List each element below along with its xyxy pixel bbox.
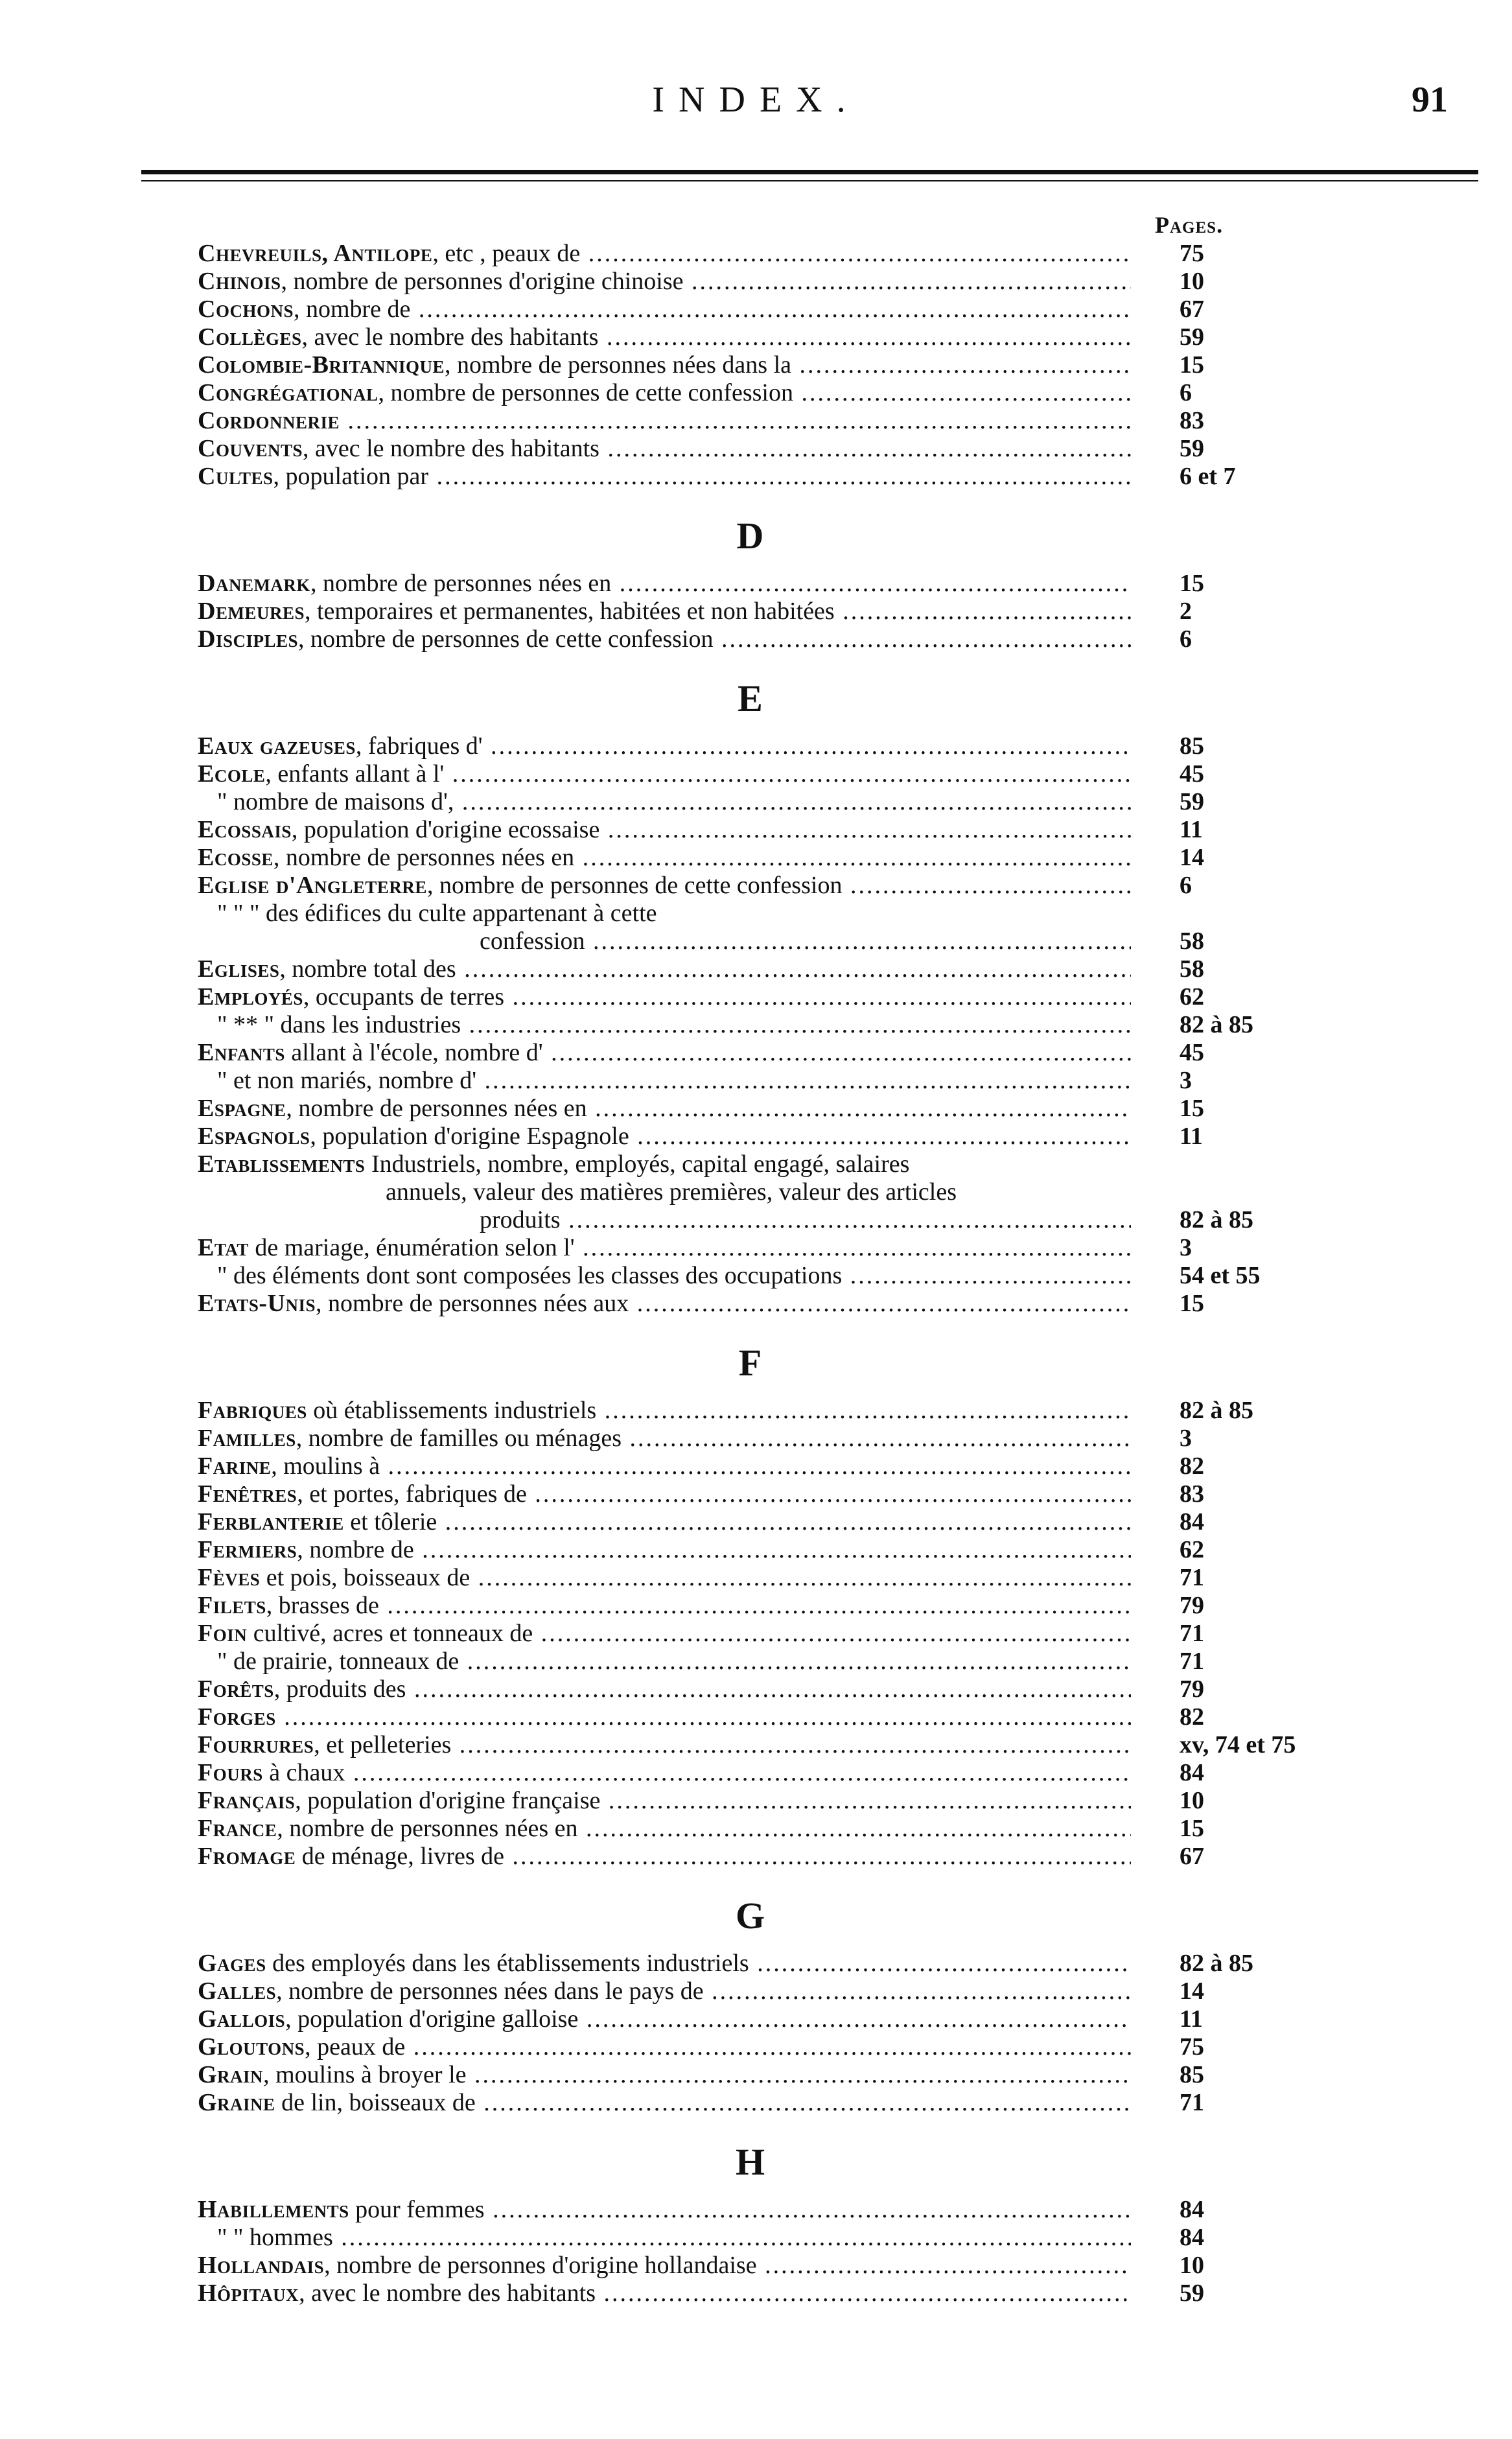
index-entry [198,323,1303,351]
index-entry [198,1480,1303,1508]
entry-text [198,1648,1131,1675]
entry-text [198,1564,1131,1592]
entry-description: , nombre de [297,1536,414,1563]
entry-text [198,1480,1131,1508]
entry-keyword: Danemark [198,570,310,597]
entry-page-ref: 71 [1180,1564,1204,1591]
index-entry [198,1787,1303,1815]
entry-text [198,1453,1131,1480]
entry-page-ref: 82 à 85 [1180,1206,1253,1233]
entry-description: , nombre de personnes nées en [310,570,612,597]
entry-description: de lin, boisseaux de [275,2089,476,2116]
entry-page-ref: 54 et 55 [1180,1262,1261,1289]
entry-text [198,1592,1131,1620]
index-entry [198,2252,1303,2280]
entry-text [198,2224,1131,2252]
entry-description: de mariage, énumération selon l' [248,1234,575,1261]
entry-page-ref: 84 [1180,1759,1204,1786]
entry-text [198,407,1131,435]
entry-keyword: Fabriques [198,1397,307,1424]
entry-page-ref: 15 [1180,1095,1204,1122]
index-entry [198,1039,1303,1067]
entry-description: , population d'origine ecossaise [291,816,600,843]
entry-page-ref: 75 [1180,240,1204,267]
entry-description: , moulins à [271,1453,380,1480]
index-entry [198,2280,1303,2307]
index-body [198,240,1303,2307]
entry-description: de ménage, livres de [296,1843,505,1870]
index-entry [198,240,1303,268]
entry-text [198,1290,1131,1318]
entry-page-ref: 71 [1180,2089,1204,2116]
entry-keyword: Eglises [198,955,280,983]
entry-page-ref: 84 [1180,2196,1204,2223]
entry-page-ref: 3 [1180,1067,1192,1094]
entry-keyword: Chinois [198,268,281,295]
entry-page-ref: 71 [1180,1648,1204,1675]
entry-text [198,1095,1131,1123]
entry-page-ref: 83 [1180,407,1204,434]
entry-page-ref: 58 [1180,928,1204,955]
entry-text [198,1950,1131,1978]
entry-keyword: Fermiers [198,1536,297,1563]
index-entry [198,1564,1303,1592]
entry-keyword: Espagnols [198,1123,310,1150]
header-rule-thin [141,180,1478,181]
index-entry [198,1290,1303,1318]
entry-keyword: Fours [198,1759,263,1786]
index-entry [198,1262,1303,1290]
entry-description: cultivé, acres et tonneaux de [247,1620,533,1647]
entry-page-ref: 10 [1180,1787,1204,1814]
entry-page-ref: 45 [1180,1039,1204,1066]
entry-description: et tôlerie [343,1508,437,1535]
index-entry [198,2196,1303,2224]
index-entry [198,900,1303,928]
entry-text [198,2252,1131,2280]
entry-description: , etc , peaux de [432,240,581,267]
entry-description: , brasses de [266,1592,379,1619]
index-entry [198,351,1303,379]
entry-description: , nombre de [293,296,411,323]
entry-page-ref: 15 [1180,351,1204,379]
entry-description: , nombre de personnes nées en [273,844,575,871]
entry-text [198,1234,1131,1262]
entry-text [198,2033,1131,2061]
entry-text [198,1703,1131,1731]
entry-text [198,1536,1131,1564]
index-entry [198,1123,1303,1150]
entry-text [198,570,1131,598]
index-entry [198,760,1303,788]
index-entry [198,598,1303,625]
entry-text [198,955,1131,983]
index-entry [198,1425,1303,1453]
entry-text [198,268,1131,296]
index-entry [198,1508,1303,1536]
index-entry [198,1675,1303,1703]
entry-page-ref: 45 [1180,760,1204,788]
entry-page-ref: 15 [1180,1290,1204,1317]
entry-page-ref: 15 [1180,1815,1204,1842]
index-entry [198,570,1303,598]
entry-text [198,1787,1131,1815]
entry-description: , nombre de personnes nées en [277,1815,578,1842]
index-entry [198,463,1303,491]
index-entry [198,872,1303,900]
index-entry [198,2061,1303,2089]
index-entry [198,1950,1303,1978]
entry-keyword: Congrégational [198,379,378,406]
entry-description: , enfants allant à l' [265,760,445,788]
entry-description: Industriels, nombre, employés, capital engagé, salaires [365,1150,910,1178]
entry-description: , population d'origine française [295,1787,601,1814]
entry-keyword: Fourrures [198,1731,314,1758]
entry-page-ref: 67 [1180,296,1204,323]
entry-description: " des éléments dont sont composées les classes des occupations [217,1262,843,1289]
index-entry [198,1206,1303,1234]
page-header [0,79,1512,124]
entry-page-ref: 82 [1180,1453,1204,1480]
entry-keyword: Filets [198,1592,266,1619]
entry-keyword: Forêts [198,1675,274,1703]
entry-text [198,1425,1131,1453]
section-letter: E [738,677,763,719]
entry-keyword: Etat [198,1234,249,1261]
entry-keyword: Graine [198,2089,275,2116]
index-entry [198,2005,1303,2033]
entry-description: , nombre de personnes nées en [286,1095,587,1122]
entry-page-ref: 71 [1180,1620,1204,1647]
entry-description: annuels, valeur des matières premières, valeur des articles [386,1178,957,1206]
entry-keyword: Fenêtres [198,1480,297,1508]
index-entry [198,1234,1303,1262]
entry-keyword: Hollandais [198,2252,325,2279]
entry-text [198,1508,1131,1536]
entry-page-ref: 15 [1180,570,1204,597]
entry-description: allant à l'école, nombre d' [285,1039,543,1066]
entry-page-ref: 82 à 85 [1180,1397,1253,1424]
entry-page-ref: 79 [1180,1592,1204,1619]
pages-column-label: Pages. [1155,212,1224,238]
entry-description: , produits des [273,1675,406,1703]
entry-description: , nombre de personnes de cette confession [298,625,714,653]
entry-text [198,2005,1131,2033]
entry-keyword: Etablissements [198,1150,366,1178]
entry-text [198,2061,1131,2089]
entry-keyword: Grain [198,2061,264,2088]
entry-description: , population par [273,463,429,490]
section-letter: F [738,1342,762,1384]
entry-keyword: Gages [198,1950,266,1977]
entry-page-ref: 82 à 85 [1180,1950,1253,1977]
entry-text [198,1815,1131,1843]
index-entry [198,2224,1303,2252]
entry-description: " " " des édifices du culte appartenant à cette [217,900,657,927]
entry-page-ref: 62 [1180,983,1204,1010]
entry-description: , et pelleteries [314,1731,452,1758]
entry-description: " et non mariés, nombre d' [217,1067,477,1094]
entry-page-ref: xv, 74 et 75 [1180,1731,1296,1758]
entry-description: , occupants de terres [303,983,505,1010]
section-letter: D [736,515,764,557]
entry-description: " nombre de maisons d', [217,788,454,815]
entry-description: , fabriques d' [355,732,483,760]
entry-description: " " hommes [217,2224,333,2251]
entry-description: , nombre de personnes de cette confession [378,379,793,406]
entry-description: , nombre de personnes de cette confession [426,872,843,899]
entry-page-ref: 11 [1180,1123,1203,1150]
entry-page-ref: 3 [1180,1425,1192,1452]
entry-description: " ** " dans les industries [217,1011,461,1038]
entry-description: , avec le nombre des habitants [299,2280,596,2307]
entry-keyword: Ecossais [198,816,292,843]
entry-text [198,379,1131,407]
entry-text [198,2280,1131,2307]
entry-page-ref: 67 [1180,1843,1204,1870]
entry-keyword: Eaux gazeuses [198,732,356,760]
entry-keyword: Disciples [198,625,298,653]
entry-text [198,983,1131,1011]
entry-page-ref: 2 [1180,598,1192,625]
entry-keyword: Espagne [198,1095,286,1122]
entry-keyword: Fèves [198,1564,261,1591]
entry-page-ref: 11 [1180,816,1203,843]
entry-text [198,1067,1131,1095]
entry-page-ref: 59 [1180,435,1204,462]
entry-description: , population d'origine galloise [285,2005,579,2033]
entry-page-ref: 59 [1180,788,1204,815]
index-entry [198,296,1303,323]
entry-description: , nombre de personnes d'origine chinoise [281,268,684,295]
entry-page-ref: 14 [1180,1978,1204,2005]
index-entry [198,2089,1303,2117]
entry-keyword: France [198,1815,277,1842]
entry-page-ref: 6 [1180,379,1192,406]
index-entry [198,1453,1303,1480]
index-entry [198,407,1303,435]
entry-keyword: Collèges [198,323,302,351]
entry-text [198,351,1131,379]
section-letter: H [735,2141,765,2183]
entry-description: , nombre de personnes d'origine hollandaise [324,2252,757,2279]
entry-page-ref: 10 [1180,268,1204,295]
entry-text [198,1150,909,1178]
entry-keyword: Colombie-Britannique [198,351,445,379]
entry-text [198,872,1131,900]
index-entry [198,1011,1303,1039]
index-entry [198,1815,1303,1843]
index-entry [198,1592,1303,1620]
index-entry [198,2033,1303,2061]
entry-keyword: Gallois [198,2005,286,2033]
index-entry [198,379,1303,407]
entry-description: , population d'origine Espagnole [310,1123,629,1150]
entry-keyword: Fromage [198,1843,296,1870]
entry-keyword: Français [198,1787,296,1814]
entry-text [198,2196,1131,2224]
entry-keyword: Employés [198,983,303,1010]
entry-text [198,788,1131,816]
entry-description: confession [480,928,585,955]
entry-text [198,2089,1131,2117]
entry-text [198,1759,1131,1787]
entry-page-ref: 3 [1180,1234,1192,1261]
entry-page-ref: 14 [1180,844,1204,871]
entry-page-ref: 84 [1180,1508,1204,1535]
entry-text [198,816,1131,844]
index-entry [198,983,1303,1011]
entry-text [198,732,1131,760]
index-entry [198,1536,1303,1564]
entry-keyword: Eglise d'Angleterre [198,872,427,899]
entry-description: des employés dans les établissements industriels [266,1950,749,1977]
page-title: INDEX. [652,80,860,120]
entry-text [198,598,1131,625]
index-entry [198,1759,1303,1787]
entry-keyword: Cochons [198,296,294,323]
entry-text [198,1978,1131,2005]
entry-description: produits [480,1206,561,1233]
entry-page-ref: 84 [1180,2224,1204,2251]
entry-text [198,1011,1131,1039]
index-entry [198,1843,1303,1871]
index-entry [198,844,1303,872]
entry-description: à chaux [262,1759,345,1786]
entry-text [198,1039,1131,1067]
index-entry [198,1620,1303,1648]
index-entry [198,1648,1303,1675]
entry-keyword: Enfants [198,1039,285,1066]
entry-description: , nombre total des [279,955,456,983]
index-entry [198,955,1303,983]
entry-keyword: Etats-Unis [198,1290,316,1317]
entry-text [198,435,1131,463]
index-entry [198,788,1303,816]
page-number: 91 [1412,80,1448,120]
entry-text [198,240,1131,268]
entry-description: , temporaires et permanentes, habitées et non habitées [304,598,835,625]
index-entry [198,268,1303,296]
entry-text [198,1206,1131,1234]
entry-keyword: Ecosse [198,844,273,871]
entry-page-ref: 82 [1180,1703,1204,1731]
entry-keyword: Cordonnerie [198,407,340,434]
entry-text [198,900,657,928]
entry-keyword: Galles [198,1978,277,2005]
index-entry [198,1397,1303,1425]
entry-page-ref: 58 [1180,955,1204,983]
entry-text [198,1262,1131,1290]
entry-keyword: Habillements [198,2196,349,2223]
index-entry [198,816,1303,844]
entry-description: , avec le nombre des habitants [302,435,599,462]
entry-text [198,760,1131,788]
entry-keyword: Ferblanterie [198,1508,344,1535]
entry-description: pour femmes [349,2196,485,2223]
entry-keyword: Forges [198,1703,276,1731]
entry-description: , nombre de familles ou ménages [296,1425,622,1452]
index-entry [198,1150,1303,1178]
entry-page-ref: 62 [1180,1536,1204,1563]
entry-page-ref: 85 [1180,732,1204,760]
entry-keyword: Hôpitaux [198,2280,299,2307]
entry-keyword: Chevreuils, Antilope [198,240,433,267]
index-entry [198,928,1303,955]
entry-text [198,1123,1131,1150]
entry-page-ref: 10 [1180,2252,1204,2279]
entry-page-ref: 75 [1180,2033,1204,2060]
entry-text [198,1397,1131,1425]
index-entry [198,1178,1303,1206]
header-rule-thick [141,170,1478,174]
entry-description: , nombre de personnes nées dans la [445,351,792,379]
entry-text [198,928,1131,955]
entry-text [198,1178,957,1206]
index-entry [198,1067,1303,1095]
entry-description: , avec le nombre des habitants [301,323,599,351]
entry-text [198,1731,1131,1759]
section-letter: G [735,1895,765,1937]
entry-text [198,1843,1131,1871]
entry-keyword: Ecole [198,760,266,788]
entry-description: , nombre de personnes nées dans le pays de [276,1978,704,2005]
entry-text [198,625,1131,653]
index-entry [198,1731,1303,1759]
entry-page-ref: 83 [1180,1480,1204,1508]
entry-text [198,296,1131,323]
entry-keyword: Demeures [198,598,305,625]
entry-keyword: Gloutons [198,2033,305,2060]
index-entry [198,1703,1303,1731]
entry-text [198,1675,1131,1703]
entry-keyword: Familles [198,1425,296,1452]
entry-page-ref: 85 [1180,2061,1204,2088]
entry-description: , nombre de personnes nées aux [316,1290,629,1317]
entry-page-ref: 6 et 7 [1180,463,1236,490]
entry-description: , moulins à broyer le [263,2061,467,2088]
entry-keyword: Cultes [198,463,273,490]
entry-description: et pois, boisseaux de [260,1564,471,1591]
entry-page-ref: 82 à 85 [1180,1011,1253,1038]
entry-page-ref: 79 [1180,1675,1204,1703]
entry-text [198,323,1131,351]
entry-description: où établissements industriels [307,1397,597,1424]
entry-text [198,1620,1131,1648]
index-entry [198,1978,1303,2005]
index-entry [198,1095,1303,1123]
entry-text [198,463,1131,491]
entry-page-ref: 11 [1180,2005,1203,2033]
entry-page-ref: 6 [1180,872,1192,899]
entry-keyword: Couvents [198,435,303,462]
entry-keyword: Foin [198,1620,248,1647]
entry-keyword: Farine [198,1453,272,1480]
entry-text [198,844,1131,872]
entry-description: , peaux de [305,2033,406,2060]
index-entry [198,435,1303,463]
entry-description: " de prairie, tonneaux de [217,1648,459,1675]
index-entry [198,625,1303,653]
entry-description: , et portes, fabriques de [297,1480,527,1508]
entry-page-ref: 59 [1180,2280,1204,2307]
entry-page-ref: 6 [1180,625,1192,653]
index-entry [198,732,1303,760]
entry-page-ref: 59 [1180,323,1204,351]
